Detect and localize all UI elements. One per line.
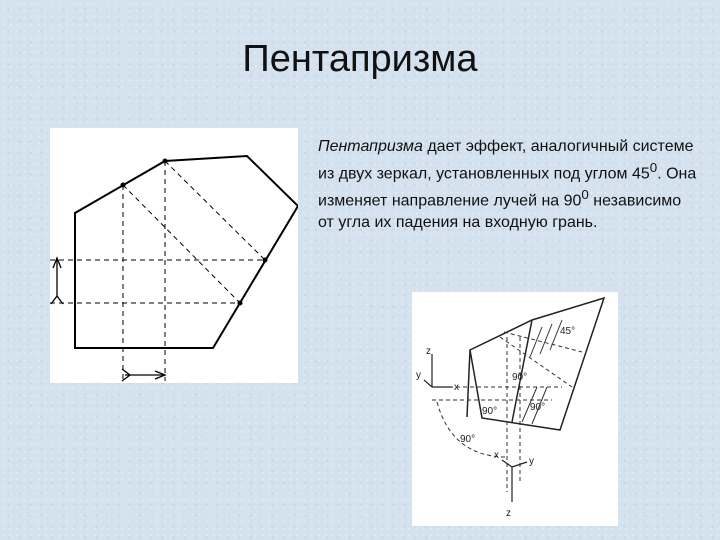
text-part-2: . Она изменяет направление лучей на 90: [318, 165, 697, 210]
slide-title: Пентапризма: [242, 38, 478, 80]
axis-z-left: z: [426, 346, 431, 357]
description-text: [318, 136, 698, 233]
pentaprism-diagram: [50, 128, 298, 383]
prism-outline: [75, 156, 298, 348]
angle-label-90-d: 90°: [460, 434, 476, 445]
angle-label-90-b: 90°: [482, 406, 498, 417]
text-part-3: независимо от угла их падения на входную грань.: [318, 192, 682, 231]
pentaprism-3d-diagram: [412, 292, 618, 526]
axis-z-bottom: z: [506, 508, 511, 519]
superscript-2: 0: [581, 187, 589, 203]
reflection-points: [121, 159, 268, 306]
term-pentaprism: Пентапризма: [318, 138, 423, 155]
axis-x-left: x: [454, 382, 459, 393]
axes-bottom: [502, 460, 527, 502]
output-arrow: [122, 369, 165, 381]
angle-label-45: 45°: [560, 326, 576, 337]
text-part-1: дает эффект, аналогичный системе из двух зеркал, установленных под углом 45: [318, 138, 694, 183]
angle-label-90-c: 90°: [530, 402, 546, 413]
axis-y-left: y: [416, 370, 421, 381]
superscript-1: 0: [649, 160, 658, 175]
prism-3d-rays: [432, 332, 582, 492]
axis-x-bottom: x: [494, 450, 499, 461]
axes-left: [424, 354, 452, 387]
angle-label-90-a: 90°: [512, 372, 528, 383]
input-arrow: [51, 258, 63, 304]
axis-y-bottom: y: [529, 456, 534, 467]
